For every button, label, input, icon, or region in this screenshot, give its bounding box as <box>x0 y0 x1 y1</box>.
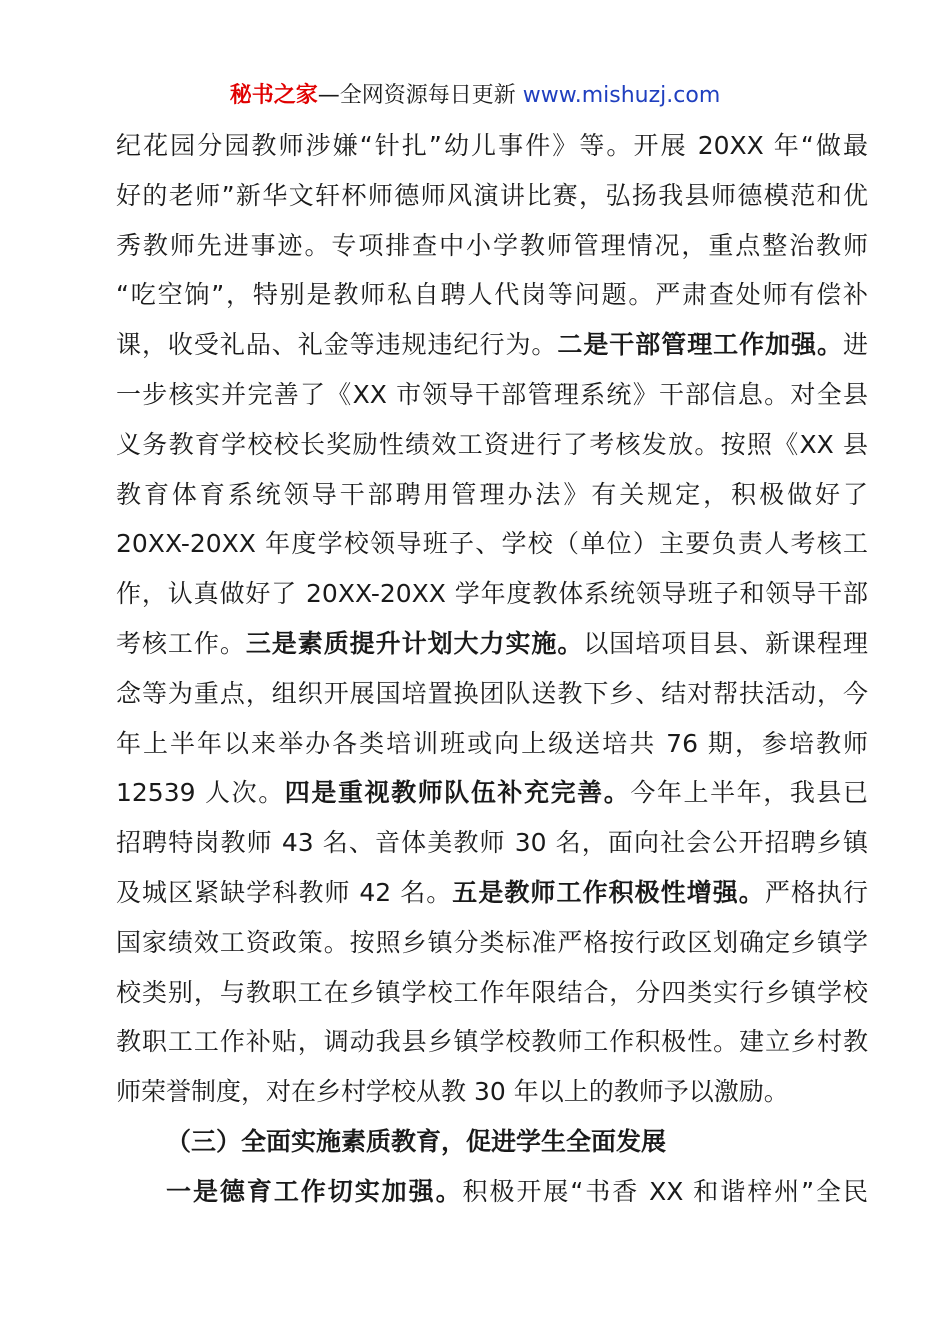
bold-keypoint: 二是干部管理工作加强。 <box>557 330 843 360</box>
text-line: 一步核实并完善了《XX 市领导干部管理系统》干部信息。对全县 <box>116 379 868 409</box>
site-url[interactable]: www.mishuzj.com <box>522 83 721 108</box>
text-run: 积极开展“书香 XX 和谐梓州”全民 <box>462 1176 868 1206</box>
site-header <box>0 80 950 112</box>
text-run: 及城区紧缺学科教师 42 名。 <box>116 877 453 907</box>
text-line: 20XX-20XX 年度学校领导班子、学校（单位）主要负责人考核工 <box>116 529 868 559</box>
text-line: 年上半年以来举办各类培训班或向上级送培共 76 期，参培教师 <box>116 728 868 758</box>
bold-keypoint: 四是重视教师队伍补充完善。 <box>284 778 631 808</box>
document-body <box>116 121 868 1217</box>
text-line: 义务教育学校校长奖励性绩效工资进行了考核发放。按照《XX 县 <box>116 429 868 459</box>
text-line: 招聘特岗教师 43 名、音体美教师 30 名，面向社会公开招聘乡镇 <box>116 828 868 858</box>
text-line: 念等为重点，组织开展国培置换团队送教下乡、结对帮扶活动，今 <box>116 678 868 708</box>
text-run: 以国培项目县、新课程理 <box>583 628 868 658</box>
text-run: 进 <box>842 330 868 360</box>
text-run: 课，收受礼品、礼金等违规违纪行为。 <box>116 330 558 360</box>
text-run: 严格执行 <box>764 877 868 907</box>
site-tagline: 全网资源每日更新 <box>339 83 516 108</box>
text-line: 秀教师先进事迹。专项排查中小学教师管理情况，重点整治教师 <box>116 230 868 260</box>
text-line: 教育体育系统领导干部聘用管理办法》有关规定，积极做好了 <box>116 479 868 509</box>
bold-keypoint: 五是教师工作积极性增强。 <box>452 877 765 907</box>
text-line: 好的老师”新华文轩杯师德师风演讲比赛，弘扬我县师德模范和优 <box>116 180 868 210</box>
text-line <box>116 1167 868 1217</box>
text-line: 校类别，与教职工在乡镇学校工作年限结合，分四类实行乡镇学校 <box>116 977 868 1007</box>
text-line: 师荣誉制度，对在乡村学校从教 30 年以上的教师予以激励。 <box>116 1077 789 1107</box>
text-run: 12539 人次。 <box>116 778 285 808</box>
text-run: 考核工作。 <box>116 628 246 658</box>
text-line: “吃空饷”，特别是教师私自聘人代岗等问题。严肃查处师有偿补 <box>116 280 868 310</box>
site-brand: 秘书之家 <box>229 83 318 108</box>
text-line: 国家绩效工资政策。按照乡镇分类标准严格按行政区划确定乡镇学 <box>116 927 868 957</box>
bold-keypoint: 三是素质提升计划大力实施。 <box>245 628 584 658</box>
bold-keypoint: 一是德育工作切实加强。 <box>166 1176 463 1206</box>
text-line <box>116 320 868 370</box>
text-line: 教职工工作补贴，调动我县乡镇学校教师工作积极性。建立乡村教 <box>116 1027 868 1057</box>
text-line <box>116 868 868 918</box>
text-line <box>116 619 868 669</box>
text-line: 作，认真做好了 20XX-20XX 学年度教体系统领导班子和领导干部 <box>116 579 868 609</box>
text-run: 今年上半年，我县已 <box>630 778 868 808</box>
text-line: 纪花园分园教师涉嫌“针扎”幼儿事件》等。开展 20XX 年“做最 <box>116 131 868 160</box>
header-dash: — <box>317 83 340 108</box>
text-line <box>116 768 868 818</box>
section-heading: （三）全面实施素质教育，促进学生全面发展 <box>166 1126 667 1156</box>
